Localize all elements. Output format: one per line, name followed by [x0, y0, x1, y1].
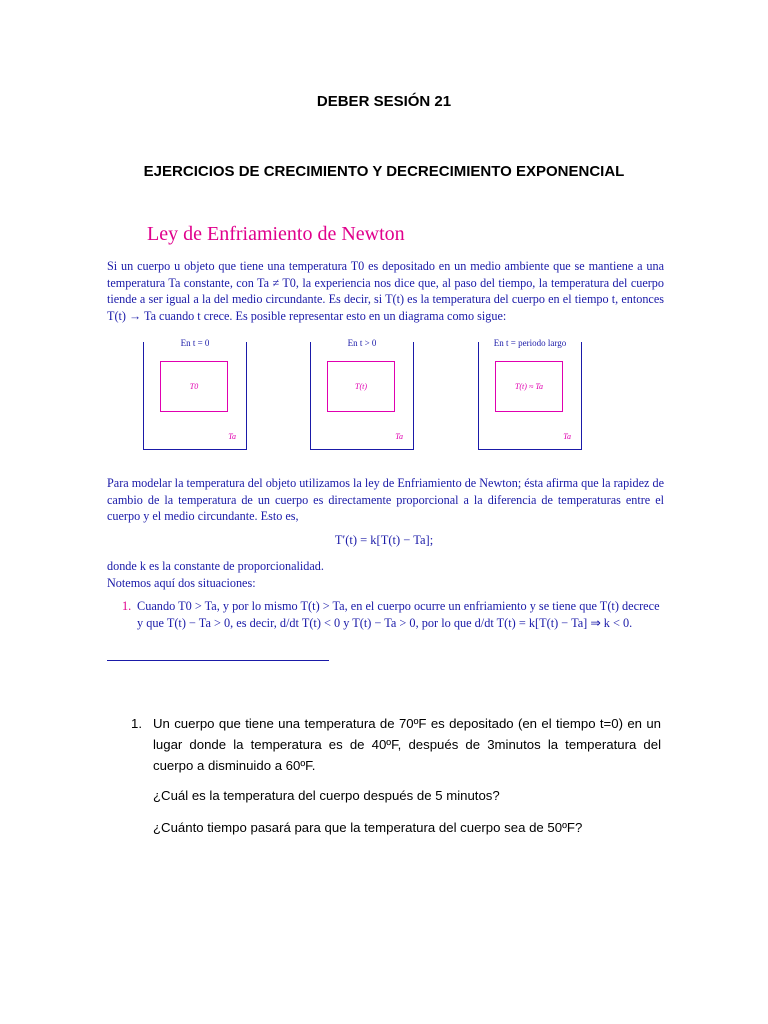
diagram-panel-3	[478, 338, 582, 450]
situations-line: Notemos aquí dos situaciones:	[107, 575, 256, 590]
question-2: ¿Cuánto tiempo pasará para que la temperatura del cuerpo sea de 50ºF?	[153, 820, 583, 835]
panel-label: En t = periodo largo	[493, 338, 567, 348]
ambient-label: Ta	[395, 432, 403, 441]
exercise-item	[131, 713, 661, 776]
body-box: T0	[160, 361, 228, 412]
ambient-label: Ta	[563, 432, 571, 441]
panel-label: En t > 0	[347, 338, 377, 348]
case-number: 1.	[122, 599, 132, 613]
body-box: T(t)	[327, 361, 395, 412]
exercise-text: Un cuerpo que tiene una temperatura de 70ºF es depositado (en el tiempo t=0) en un lugar donde la temperatura es de 40ºF, después de 3minutos la temperatura del cuerpo a disminuido a 60ºF.	[153, 716, 661, 773]
image-heading: Ley de Enfriamiento de Newton	[147, 223, 405, 245]
constant-line: donde k es la constante de proporcionalidad.	[107, 559, 324, 573]
document-subtitle: EJERCICIOS DE CRECIMIENTO Y DECRECIMIENTO EXPONENCIAL	[143, 163, 625, 180]
constant-paragraph	[107, 558, 664, 591]
case-text: Cuando T0 > Ta, y por lo mismo T(t) > Ta, en el cuerpo ocurre un enfriamiento y se tiene que T(t) decrece y que T(t) − Ta > 0, es decir, d/dt T(t) < 0 y T(t) − Ta > 0, por lo que d/dt T(t) = k[T(t) − Ta] ⇒ k < 0.	[137, 599, 660, 630]
panel-label: En t = 0	[180, 338, 210, 348]
body-box: T(t) ≈ Ta	[495, 361, 563, 412]
case-item	[107, 598, 664, 631]
diagram-panel-2	[310, 338, 414, 450]
exercise-number: 1.	[131, 716, 142, 731]
ambient-label: Ta	[228, 432, 236, 441]
question-1: ¿Cuál es la temperatura del cuerpo después de 5 minutos?	[153, 788, 500, 803]
document-title: DEBER SESIÓN 21	[316, 93, 452, 110]
intro-paragraph: Si un cuerpo u objeto que tiene una temperatura T0 es depositado en un medio ambiente que se mantiene a una temperatura Ta constante, con Ta ≠ T0, la experiencia nos dice que, al paso del tiempo, la temperatura del cuerpo tiende a ser igual a la del medio circundante. Es decir, si T(t) es la temperatura del cuerpo en el tiempo t, entonces T(t) → Ta cuando t crece. Es posible representar esto en un diagrama como sigue:	[107, 259, 664, 324]
footnote-divider	[107, 660, 329, 661]
newton-equation: T′(t) = k[T(t) − Ta];	[334, 533, 434, 547]
model-paragraph: Para modelar la temperatura del objeto utilizamos la ley de Enfriamiento de Newton; ésta afirma que la rapidez de cambio de la temperatura de un cuerpo es directamente proporcional a la diferencia de temperaturas entre el cuerpo y el medio circundante. Esto es,	[107, 476, 665, 524]
diagram-panel-1	[143, 338, 247, 450]
